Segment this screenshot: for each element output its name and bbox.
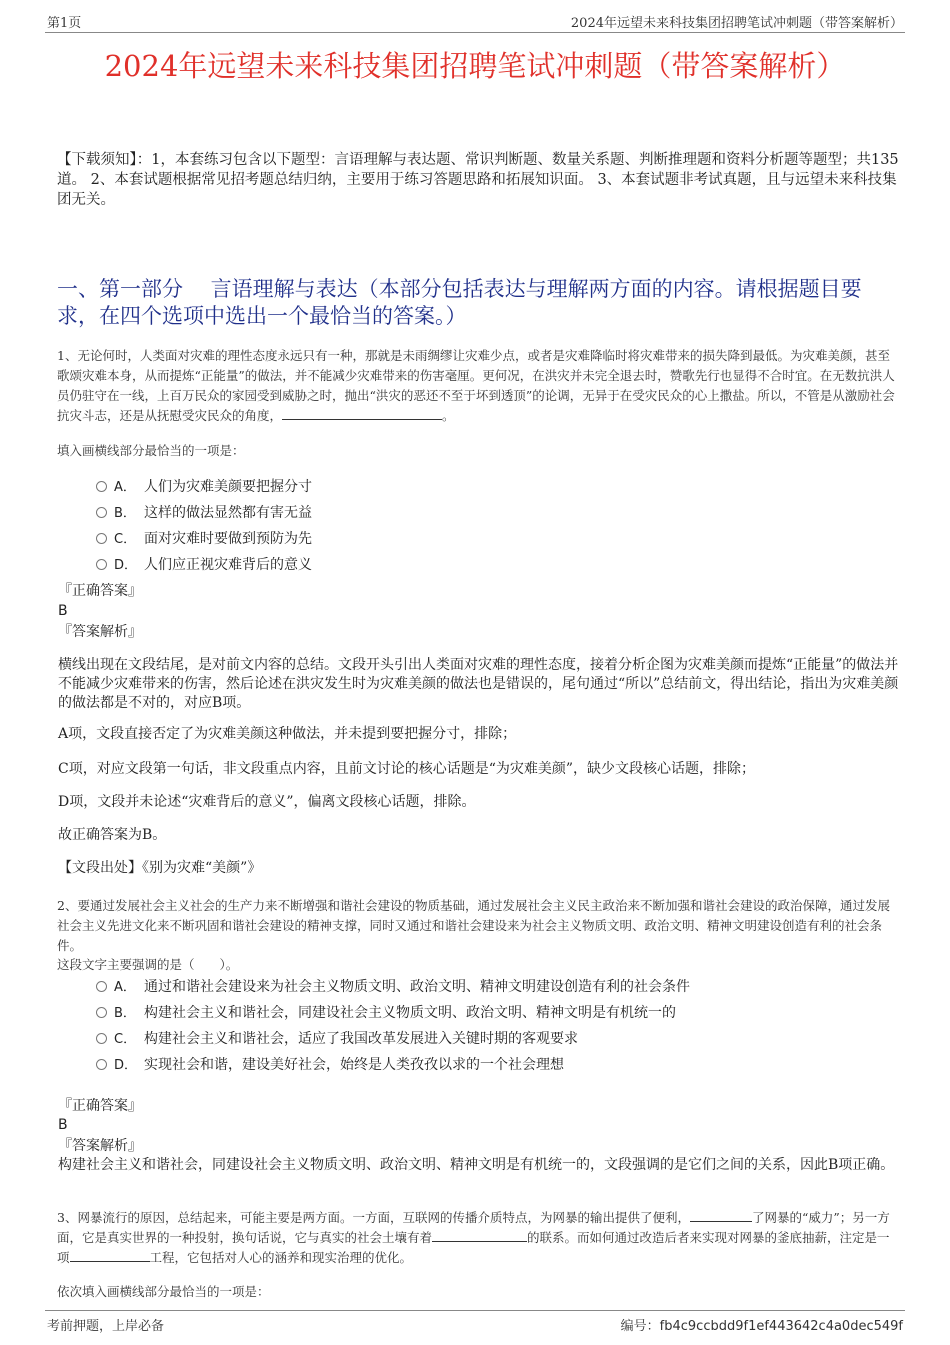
question-1-stem-text: 1、无论何时，人类面对灾难的理性态度永远只有一种，那就是未雨绸缪让灾难少点，或者是灾难降临时将灾难带来的损失降到最低。为灾难美颜，甚至歌颂灾难本身，从而提炼“正能量”的做法，并不能减少灾难带来的伤害毫厘。更何况，在洪灾并未完全退去时，赞歌先行也显得不合时宜。在无数抗洪人员仍驻守在一线，上百万民众的家园受到威胁之时，抛出“洪灾的恶还不至于坏到透顶”的论调，无异于在受灾民众的心上撒盐。所以，不管是从激励社会抗灾斗志，还是从抚慰受灾民众的角度， bbox=[57, 348, 895, 423]
option-text: 实现社会和谐，建设美好社会，始终是人类孜孜以求的一个社会理想 bbox=[144, 1057, 564, 1073]
answer-blank bbox=[432, 1229, 527, 1242]
question-1-stem-end: 。 bbox=[442, 408, 455, 423]
q1-analysis-label: 『答案解析』 bbox=[58, 624, 142, 640]
footer-rule bbox=[45, 1310, 905, 1311]
option-letter: D． bbox=[114, 558, 138, 573]
question-1-stem bbox=[57, 346, 902, 426]
footer-code-value: fb4c9ccbdd9f1ef443642c4a0dec549f bbox=[659, 1319, 903, 1334]
option-text: 这样的做法显然都有害无益 bbox=[144, 505, 312, 521]
question-3-prompt: 依次填入画横线部分最恰当的一项是： bbox=[57, 1284, 270, 1299]
running-header-title: 2024年远望未来科技集团招聘笔试冲刺题（带答案解析） bbox=[570, 16, 903, 31]
radio-icon[interactable] bbox=[96, 1059, 107, 1070]
q1-note-d: D项，文段并未论述“灾难背后的意义”，偏离文段核心话题，排除。 bbox=[58, 794, 476, 810]
q2-option-c[interactable] bbox=[96, 1029, 578, 1050]
question-2-stem: 2、要通过发展社会主义社会的生产力来不断增强和谐社会建设的物质基础，通过发展社会主义民主政治来不断加强和谐社会建设的政治保障，通过发展社会主义先进文化来不断巩固和谐社会建设的精神支撑，同时又通过和谐社会建设来为社会主义物质文明、政治文明、精神文明建设创造有利的社会条件。 bbox=[57, 898, 890, 953]
question-1-prompt: 填入画横线部分最恰当的一项是： bbox=[57, 443, 245, 458]
download-notice: 【下载须知】：1，本套练习包含以下题型：言语理解与表达题、常识判断题、数量关系题、判断推理题和资料分析题等题型；共135道。 2、本套试题根据常见招考题总结归纳，主要用于练习答题思路和拓展知识面。 3、本套试题非考试真题，且与远望未来科技集团无关。 bbox=[57, 152, 899, 208]
section-heading: 一、第一部分 言语理解与表达（本部分包括表达与理解两方面的内容。请根据题目要求，在四个选项中选出一个最恰当的答案。） bbox=[57, 277, 862, 328]
radio-icon[interactable] bbox=[96, 1007, 107, 1018]
option-text: 构建社会主义和谐社会，同建设社会主义物质文明、政治文明、精神文明是有机统一的 bbox=[144, 1005, 676, 1021]
q1-analysis: 横线出现在文段结尾，是对前文内容的总结。文段开头引出人类面对灾难的理性态度，接着分析企图为灾难美颜而提炼“正能量”的做法并不能减少灾难带来的伤害，然后论述在洪灾发生时为灾难美颜的做法也是错误的，尾句通过“所以”总结前文，得出结论，指出为灾难美颜的做法都是不对的，对应B项。 bbox=[58, 657, 899, 711]
q1-option-c[interactable] bbox=[96, 529, 312, 550]
radio-icon[interactable] bbox=[96, 1033, 107, 1044]
question-3-stem-part-b: 了网暴的“威力”；另一方面，它是真实世界的一种投射，换句话说，它与真实的社会土壤有着 bbox=[57, 1210, 890, 1245]
radio-icon[interactable] bbox=[96, 981, 107, 992]
q2-analysis-label: 『答案解析』 bbox=[58, 1138, 142, 1154]
page-title: 2024年远望未来科技集团招聘笔试冲刺题（带答案解析） bbox=[104, 49, 846, 83]
q2-answer: B bbox=[58, 1117, 68, 1133]
radio-icon[interactable] bbox=[96, 481, 107, 492]
q2-analysis: 构建社会主义和谐社会，同建设社会主义物质文明、政治文明、精神文明是有机统一的，文段强调的是它们之间的关系，因此B项正确。 bbox=[58, 1157, 895, 1173]
footer-code-label: 编号： bbox=[620, 1319, 660, 1334]
option-text: 人们应正视灾难背后的意义 bbox=[144, 557, 312, 573]
option-letter: B． bbox=[114, 1006, 136, 1021]
footer-slogan: 考前押题，上岸必备 bbox=[47, 1319, 165, 1334]
option-letter: A． bbox=[114, 980, 136, 995]
question-3-stem-part-a: 3、网暴流行的原因，总结起来，可能主要是两方面。一方面，互联网的传播介质特点，为网暴的输出提供了便利， bbox=[57, 1210, 690, 1225]
q2-answer-label: 『正确答案』 bbox=[58, 1098, 142, 1114]
q2-option-d[interactable] bbox=[96, 1055, 564, 1076]
question-3-stem bbox=[57, 1208, 902, 1268]
answer-blank bbox=[282, 407, 442, 420]
question-3-stem-part-c: 的联系。而如何通过改造后者来实现对网暴的釜底抽薪，注定是一项 bbox=[57, 1230, 890, 1265]
option-letter: C． bbox=[114, 532, 137, 547]
option-text: 构建社会主义和谐社会，适应了我国改革发展进入关键时期的客观要求 bbox=[144, 1031, 578, 1047]
page-number: 第1页 bbox=[47, 16, 82, 31]
q1-option-a[interactable] bbox=[96, 477, 312, 498]
question-3-stem-part-d: 工程，它包括对人心的涵养和现实治理的优化。 bbox=[149, 1250, 413, 1265]
option-text: 通过和谐社会建设来为社会主义物质文明、政治文明、精神文明建设创造有利的社会条件 bbox=[144, 979, 690, 995]
footer-code bbox=[621, 1315, 903, 1334]
q1-option-b[interactable] bbox=[96, 503, 312, 524]
radio-icon[interactable] bbox=[96, 559, 107, 570]
answer-blank bbox=[690, 1209, 752, 1222]
radio-icon[interactable] bbox=[96, 507, 107, 518]
q1-conclusion: 故正确答案为B。 bbox=[58, 827, 167, 843]
option-letter: A． bbox=[114, 480, 136, 495]
option-text: 人们为灾难美颜要把握分寸 bbox=[144, 479, 312, 495]
option-text: 面对灾难时要做到预防为先 bbox=[144, 531, 312, 547]
q1-answer-label: 『正确答案』 bbox=[58, 583, 142, 599]
answer-blank bbox=[70, 1249, 150, 1262]
q1-note-a: A项，文段直接否定了为灾难美颜这种做法，并未提到要把握分寸，排除； bbox=[58, 726, 517, 742]
option-letter: C． bbox=[114, 1032, 137, 1047]
q1-answer: B bbox=[58, 603, 68, 619]
option-letter: B． bbox=[114, 506, 136, 521]
q2-option-a[interactable] bbox=[96, 977, 690, 998]
question-2-prompt: 这段文字主要强调的是（ ）。 bbox=[57, 957, 239, 972]
q1-option-d[interactable] bbox=[96, 555, 312, 576]
q2-option-b[interactable] bbox=[96, 1003, 676, 1024]
header-rule bbox=[45, 32, 905, 33]
q1-note-c: C项，对应文段第一句话，非文段重点内容，且前文讨论的核心话题是“为灾难美颜”，缺少文段核心话题，排除； bbox=[58, 761, 756, 777]
q1-source: 【文段出处】《别为灾难“美颜”》 bbox=[58, 860, 262, 876]
radio-icon[interactable] bbox=[96, 533, 107, 544]
option-letter: D． bbox=[114, 1058, 138, 1073]
